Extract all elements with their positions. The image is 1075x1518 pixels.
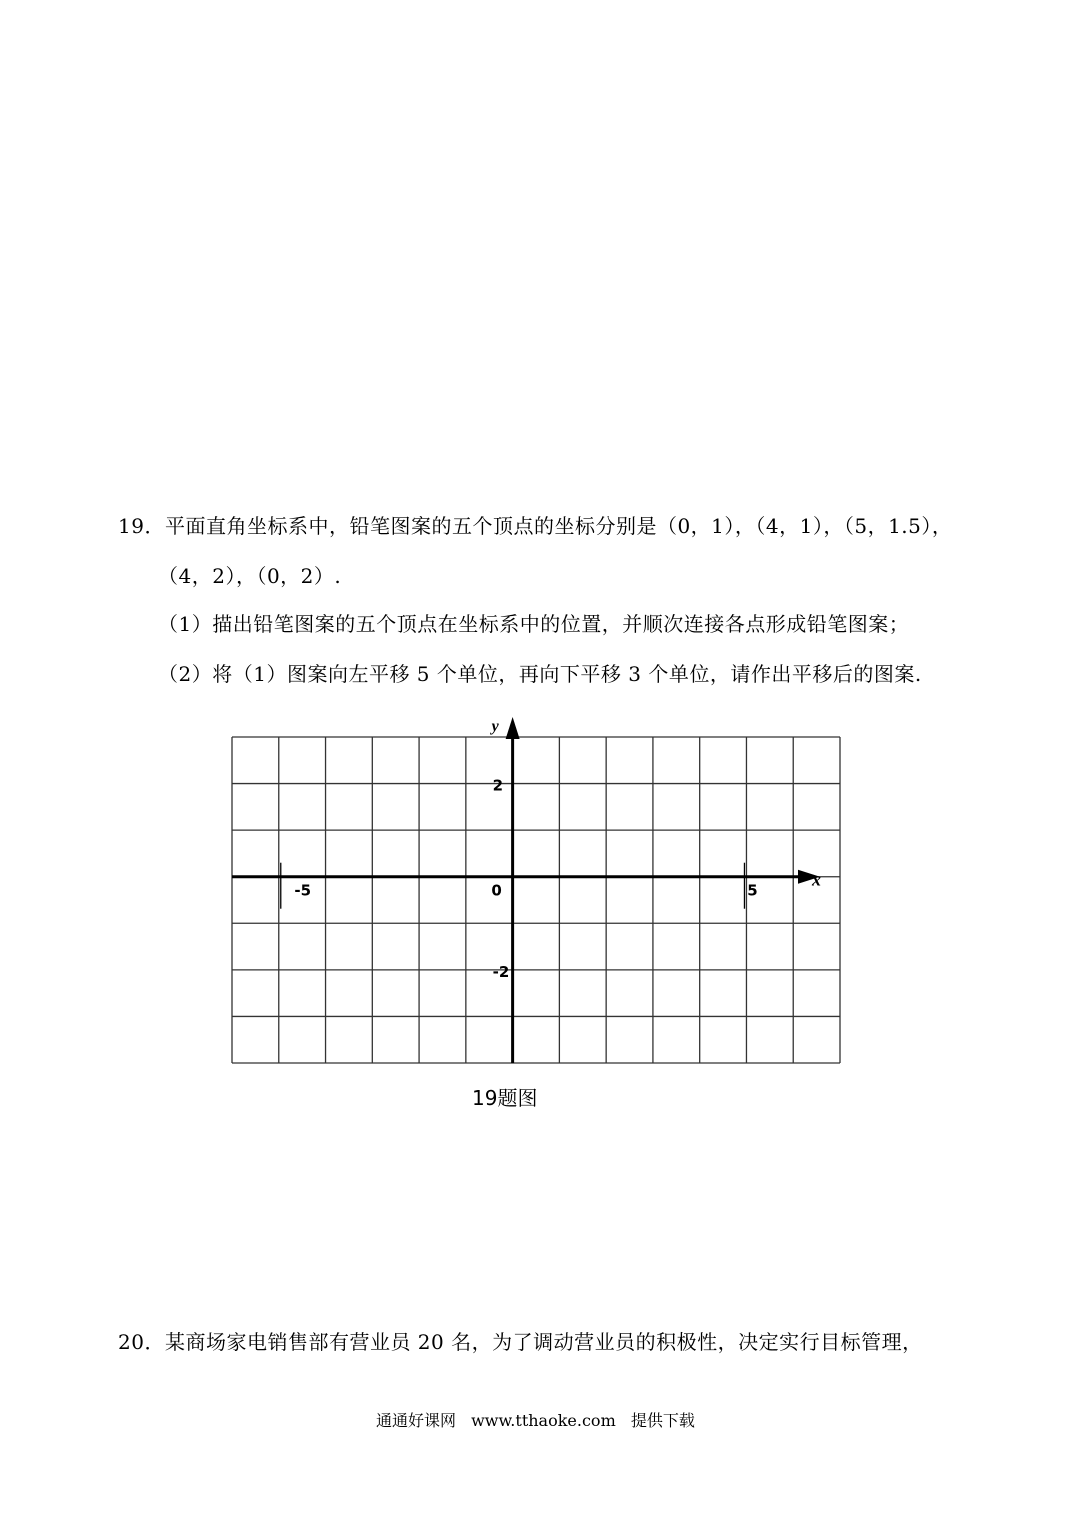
question-19-part-1: （1）描出铅笔图案的五个顶点在坐标系中的位置，并顺次连接各点形成铅笔图案； bbox=[158, 612, 910, 636]
grid-lines bbox=[232, 737, 840, 1063]
tick-label: 5 bbox=[747, 881, 758, 900]
axes bbox=[232, 717, 821, 1063]
figure-caption: 19题图 bbox=[472, 1086, 538, 1110]
coordinate-grid-figure bbox=[215, 705, 855, 1075]
tick-label: 0 bbox=[491, 881, 502, 900]
tick-label: -2 bbox=[492, 962, 510, 981]
footer-site-name: 通通好课网 bbox=[376, 1411, 457, 1430]
y-axis-label: y bbox=[491, 718, 499, 735]
page-footer bbox=[376, 1410, 705, 1432]
footer-tagline: 提供下载 bbox=[630, 1411, 695, 1430]
question-20-stem: 20．某商场家电销售部有营业员 20 名，为了调动营业员的积极性，决定实行目标管理， bbox=[118, 1330, 923, 1354]
tick-labels bbox=[294, 777, 757, 981]
x-axis-label: x bbox=[812, 869, 821, 890]
question-19-stem-continued: （4，2），（0，2）. bbox=[158, 564, 342, 588]
tick-label: -5 bbox=[294, 881, 312, 900]
footer-url[interactable]: www.tthaoke.com bbox=[471, 1411, 616, 1430]
tick-label: 2 bbox=[492, 776, 504, 795]
question-19-stem: 19．平面直角坐标系中，铅笔图案的五个顶点的坐标分别是（0，1），（4，1），（5，1.5）， bbox=[118, 514, 953, 538]
question-19-part-2: （2）将（1）图案向左平移 5 个单位，再向下平移 3 个单位，请作出平移后的图案. bbox=[158, 662, 922, 686]
y-axis-arrowhead bbox=[506, 717, 520, 739]
